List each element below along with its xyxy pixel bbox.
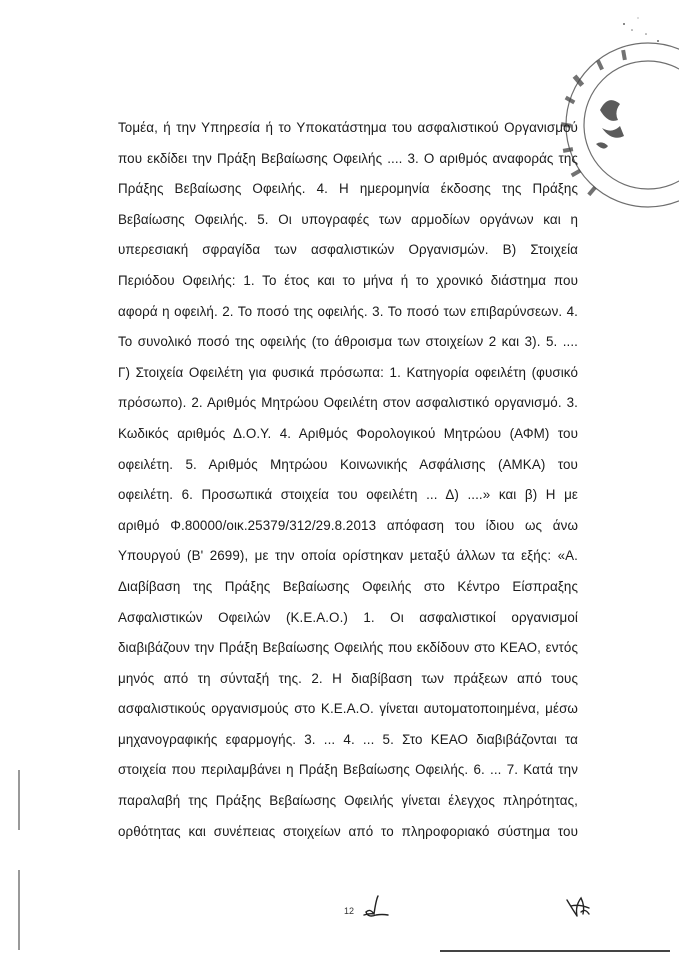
text-line: Τομέα, ή την Υπηρεσία ή το Υποκατάστημα του ασφαλιστικού Οργανισμού (118, 120, 578, 135)
text-line: Γ) Στοιχεία Οφειλέτη για φυσικά πρόσωπα: 1. Κατηγορία οφειλέτη (φυσικό (118, 364, 578, 380)
text-line: Πράξης Βεβαίωσης Οφειλής. 4. Η ημερομηνία έκδοσης της Πράξης (118, 181, 578, 197)
signature-initial-right (563, 892, 593, 922)
text-line: Ασφαλιστικών Οφειλών (Κ.Ε.Α.Ο.) 1. Οι ασφαλιστικοί οργανισμοί (118, 609, 578, 625)
body-text (118, 113, 578, 847)
text-line: διαβιβάζουν την Πράξη Βεβαίωσης Οφειλής που εκδίδουν στο ΚΕΑΟ, εντός (118, 640, 578, 656)
text-line: Κωδικός αριθμός Δ.Ο.Υ. 4. Αριθμός Φορολογικού Μητρώου (ΑΦΜ) του (118, 425, 578, 441)
text-line: ορθότητας και συνέπειας στοιχείων από το πληροφοριακό σύστημα του (118, 823, 578, 839)
page-number: 12 (344, 906, 355, 916)
text-line: στοιχεία που περιλαμβάνει η Πράξη Βεβαίωσης Οφειλής. 6. ... 7. Κατά την (118, 762, 578, 778)
text-line: ασφαλιστικούς οργανισμούς στο Κ.Ε.Α.Ο. γίνεται αυτοματοποιημένα, μέσω (118, 701, 578, 717)
text-line: Το συνολικό ποσό της οφειλής (το άθροισμα των στοιχείων 2 και 3). 5. .... (118, 334, 578, 350)
text-line: οφειλέτη. 6. Προσωπικά στοιχεία του οφειλέτη ... Δ) ....» και β) Η με (118, 487, 578, 503)
text-line: Βεβαίωσης Οφειλής. 5. Οι υπογραφές των αρμοδίων οργάνων και η (118, 211, 578, 227)
text-line: που εκδίδει την Πράξη Βεβαίωσης Οφειλής .... 3. Ο αριθμός αναφοράς της (118, 150, 578, 166)
text-line: Διαβίβαση της Πράξης Βεβαίωσης Οφειλής στο Κέντρο Είσπραξης (118, 578, 578, 594)
text-line: μηχανογραφικής εφαρμογής. 3. ... 4. ... 5. Στο ΚΕΑΟ διαβιβάζονται τα (118, 731, 578, 747)
text-line: οφειλέτη. 5. Αριθμός Μητρώου Κοινωνικής Ασφάλισης (ΑΜΚΑ) του (118, 456, 578, 472)
text-line: μηνός από τη σύνταξή της. 2. Η διαβίβαση των πράξεων από τους (118, 670, 578, 686)
text-line: Περιόδου Οφειλής: 1. Το έτος και το μήνα ή το χρονικό διάστημα που (118, 272, 578, 288)
margin-marks (14, 770, 24, 950)
bottom-rule (440, 950, 670, 952)
text-line: υπερεσιακή σφραγίδα των ασφαλιστικών Οργανισμών. Β) Στοιχεία (118, 242, 578, 258)
text-line: πρόσωπο). 2. Αριθμός Μητρώου Οφειλέτη στον ασφαλιστικό οργανισμό. 3. (118, 395, 578, 411)
text-line: αφορά η οφειλή. 2. Το ποσό της οφειλής. 3. Το ποσό των επιβαρύνσεων. 4. (118, 303, 578, 319)
text-line: παραλαβή της Πράξης Βεβαίωσης Οφειλής γίνεται έλεγχος πληρότητας, (118, 793, 578, 809)
text-line: αριθμό Φ.80000/οικ.25379/312/29.8.2013 απόφαση του ίδιου ως άνω (118, 517, 578, 533)
signature-initial-left (360, 893, 390, 923)
text-line: Υπουργού (Β' 2699), με την οποία ορίστηκαν μεταξύ άλλων τα εξής: «Α. (118, 548, 578, 564)
